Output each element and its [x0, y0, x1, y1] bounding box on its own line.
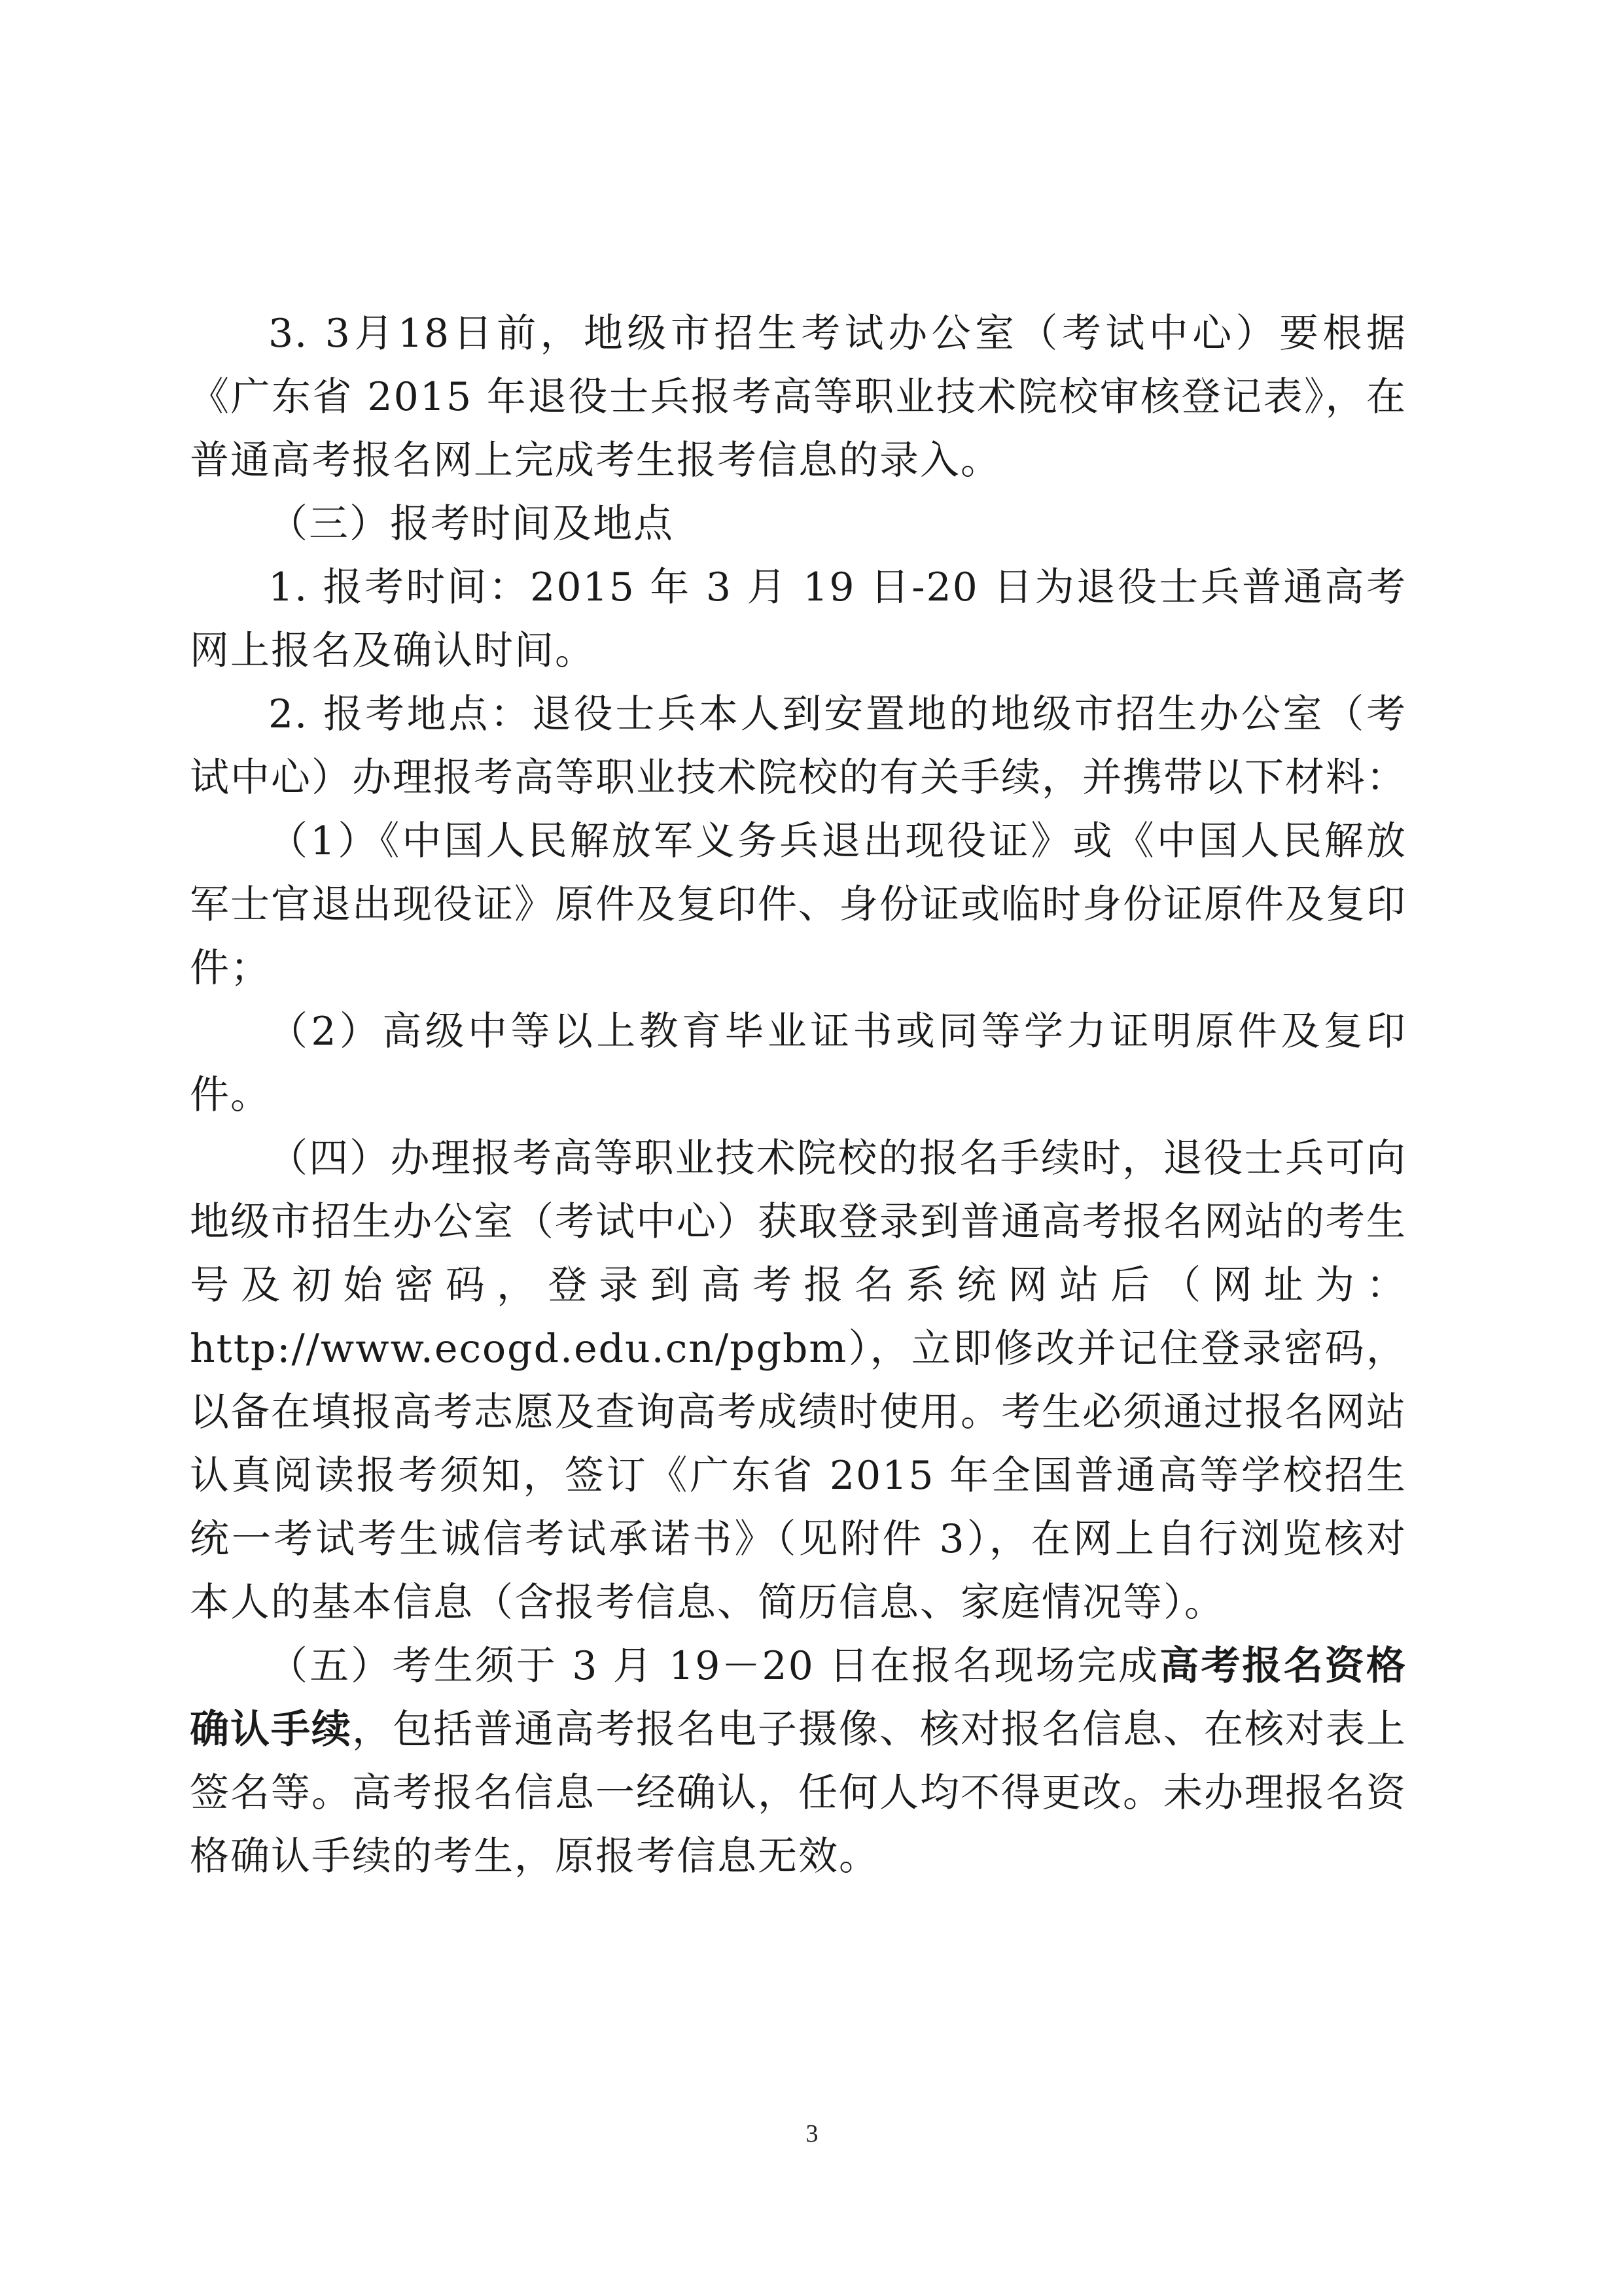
document-body: [190, 302, 1407, 1888]
section-5-bold-text: 高考报名资格确认手续: [190, 1643, 1407, 1752]
paragraph-section-4: （四）办理报考高等职业技术院校的报名手续时，退役士兵可向地级市招生办公室（考试中心）获取登录到普通高考报名网站的考生号及初始密码，登录到高考报名系统网站后（网址为：http://www.ecogd.edu.cn/pgbm），立即修改并记住登录密码，以备在填报高考志愿及查询高考成绩时使用。考生必须通过报名网站认真阅读报考须知，签订《广东省 2015 年全国普通高等学校招生统一考试考生诚信考试承诺书》（见附件 3），在网上自行浏览核对本人的基本信息（含报考信息、简历信息、家庭情况等）。: [190, 1136, 1407, 1626]
paragraph-section-5: [190, 1635, 1407, 1888]
page-number: 3: [805, 2120, 819, 2148]
section-5-text-after: ，包括普通高考报名电子摄像、核对报名信息、在核对表上签名等。高考报名信息一经确认，任何人均不得更改。未办理报名资格确认手续的考生，原报考信息无效。: [190, 1707, 1407, 1879]
paragraph-registration-location: 2. 报考地点：退役士兵本人到安置地的地级市招生办公室（考试中心）办理报考高等职业技术院校的有关手续，并携带以下材料：: [190, 691, 1407, 801]
paragraph-registration-time: 1. 报考时间：2015 年 3 月 19 日-20 日为退役士兵普通高考网上报名及确认时间。: [190, 565, 1407, 674]
paragraph-material-1: （1）《中国人民解放军义务兵退出现役证》或《中国人民解放军士官退出现役证》原件及复印件、身份证或临时身份证原件及复印件；: [190, 818, 1407, 991]
paragraph-3-3-deadline: 3. 3月18日前，地级市招生考试办公室（考试中心）要根据《广东省 2015 年退役士兵报考高等职业技术院校审核登记表》，在普通高考报名网上完成考生报考信息的录入。: [190, 311, 1407, 483]
paragraph-material-2: （2）高级中等以上教育毕业证书或同等学力证明原件及复印件。: [190, 1009, 1407, 1118]
section-heading-3: （三）报考时间及地点: [268, 501, 674, 547]
section-5-text-before: （五）考生须于 3 月 19－20 日在报名现场完成: [268, 1643, 1160, 1689]
